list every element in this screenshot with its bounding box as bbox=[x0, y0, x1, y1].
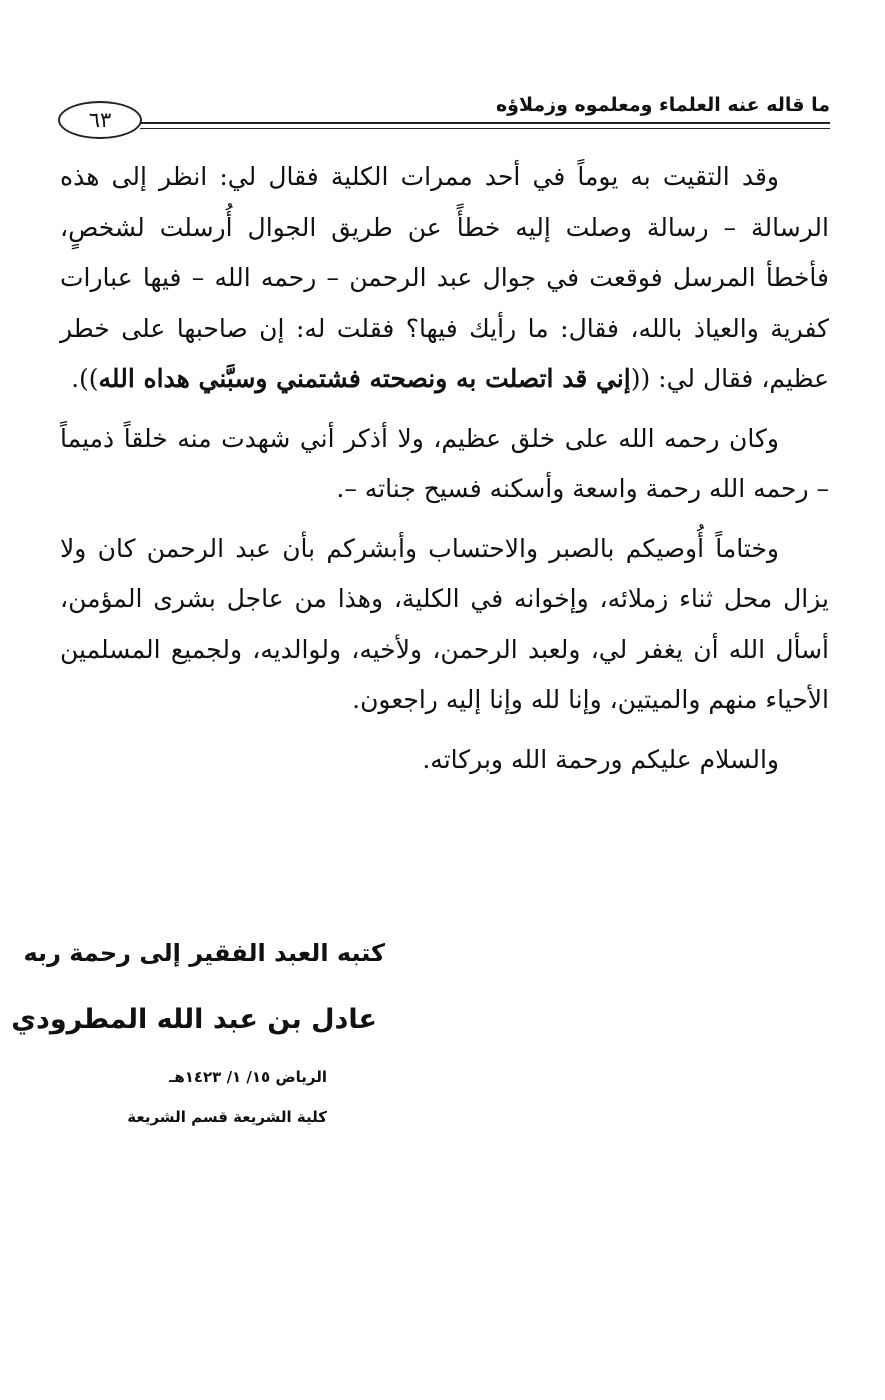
header-rule bbox=[140, 122, 830, 129]
paragraph-4: والسلام عليكم ورحمة الله وبركاته. bbox=[422, 744, 779, 774]
signature-affiliation: كلية الشريعة قسم الشريعة bbox=[127, 1108, 327, 1126]
quote-close: )). bbox=[71, 364, 99, 393]
paragraph-1 bbox=[60, 152, 829, 405]
signature-block bbox=[0, 925, 385, 1139]
page-header bbox=[58, 84, 830, 144]
signature-place-date: الرياض ١٥/ ١/ ١٤٢٣هـ bbox=[169, 1068, 327, 1086]
paragraph-2: وكان رحمه الله على خلق عظيم، ولا أذكر أني شهدت منه خلقاً ذميماً – رحمه الله رحمة واسعة وأسكنه فسيح جناته –. bbox=[60, 423, 829, 503]
bold-quote: إني قد اتصلت به ونصحته فشتمني وسبَّني هداه الله bbox=[98, 364, 631, 393]
signature-intro: كتبه العبد الفقير إلى رحمة ربه bbox=[23, 939, 385, 967]
paragraph-1-text: وقد التقيت به يوماً في أحد ممرات الكلية فقال لي: انظر إلى هذه الرسالة – رسالة وصلت إليه خطأً عن طريق الجوال أُرسلت لشخصٍ، فأخطأ المرسل فوقعت في جوال عبد الرحمن – رحمه الله – فيها عبارات كفرية والعياذ بالله، فقال: ما رأيك فيها؟ فقلت له: إن صاحبها على خطر عظيم، فقال لي: (( bbox=[60, 162, 829, 393]
running-title: ما قاله عنه العلماء ومعلموه وزملاؤه bbox=[495, 94, 830, 116]
signature-name: عادل بن عبد الله المطرودي bbox=[11, 1004, 377, 1035]
body-text bbox=[60, 152, 829, 793]
paragraph-3: وختاماً أُوصيكم بالصبر والاحتساب وأبشركم بأن عبد الرحمن كان ولا يزال محل ثناء زملائه، وإخوانه في الكلية، وهذا من عاجل بشرى المؤمن، أسأل الله أن يغفر لي، ولعبد الرحمن، ولأخيه، ولوالديه، ولجميع المسلمين الأحياء منهم والميتين، وإنا لله وإنا إليه راجعون. bbox=[60, 533, 829, 714]
page-number: ٦٣ bbox=[58, 101, 142, 139]
